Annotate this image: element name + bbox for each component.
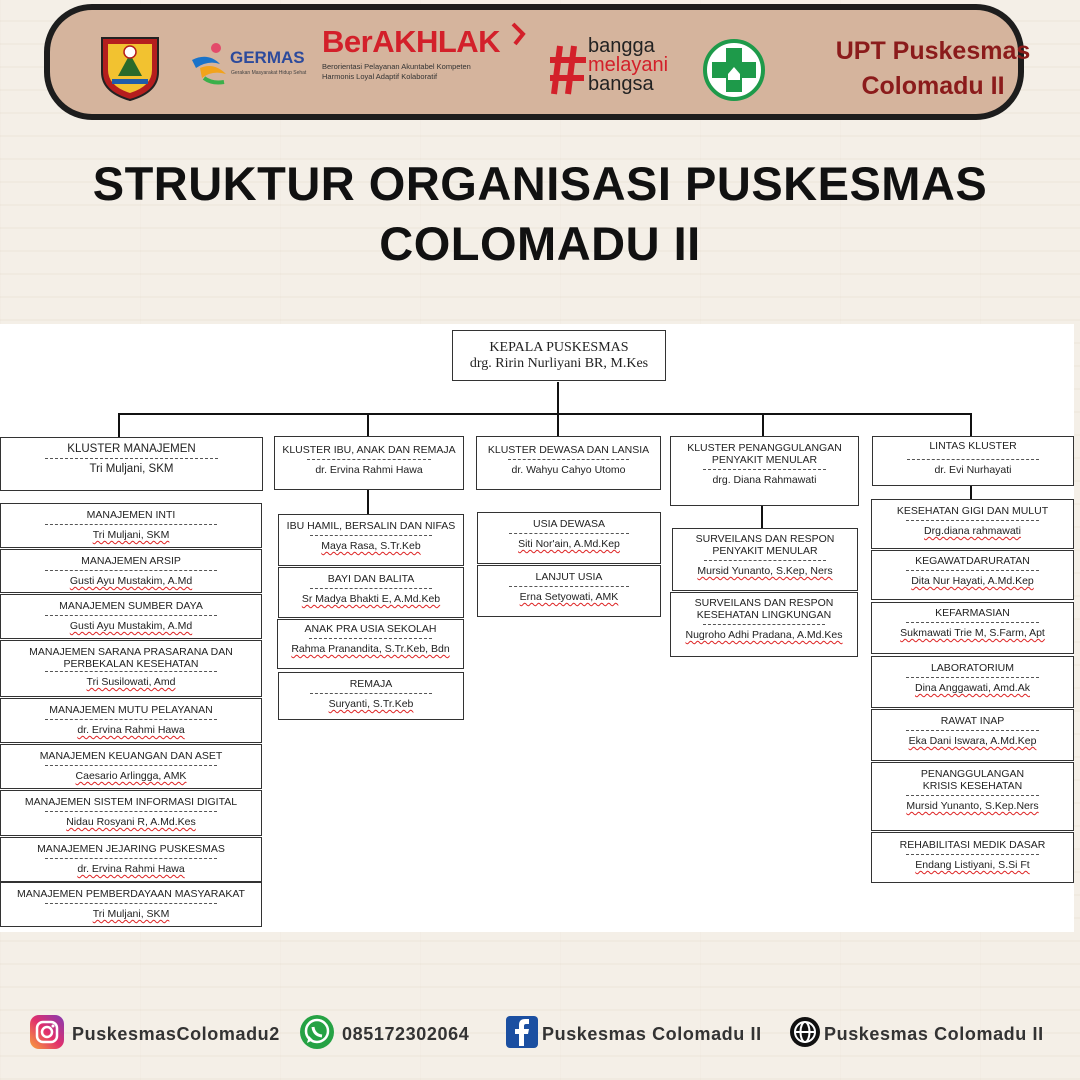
- unit-title: KESEHATAN GIGI DAN MULUT: [896, 505, 1049, 517]
- separator: [45, 811, 217, 812]
- unit-box: [278, 514, 464, 566]
- whatsapp-icon: [298, 1013, 336, 1056]
- cluster-title: KLUSTER PENANGGULANGAN PENYAKIT MENULAR: [687, 442, 842, 466]
- unit-person-name: Gusti Ayu Mustakim, A.Md: [69, 620, 193, 632]
- footer-contacts: [28, 1014, 1068, 1054]
- facebook-page-name: Puskesmas Colomadu II: [542, 1023, 762, 1044]
- unit-box: [871, 602, 1074, 654]
- unit-title: MANAJEMEN SUMBER DAYA: [59, 600, 203, 612]
- karanganyar-emblem-logo: [98, 32, 162, 102]
- unit-title: REHABILITASI MEDIK DASAR: [899, 839, 1046, 851]
- unit-box: [0, 882, 262, 927]
- instagram-contact[interactable]: [28, 1014, 280, 1054]
- separator: [509, 533, 629, 534]
- unit-person-name: Eka Dani Iswara, A.Md.Kep: [908, 735, 1037, 747]
- unit-box: [477, 565, 661, 617]
- separator: [703, 469, 826, 470]
- unit-person-name: Mursid Yunanto, S.Kep, Ners: [697, 565, 833, 577]
- unit-title: PENANGGULANGAN KRISIS KESEHATAN: [920, 768, 1025, 792]
- connector-line: [367, 413, 369, 436]
- upt-line1: UPT Puskesmas: [835, 37, 1031, 65]
- unit-title: MANAJEMEN JEJARING PUSKESMAS: [37, 843, 225, 855]
- unit-person-name: dr. Ervina Rahmi Hawa: [77, 863, 185, 875]
- unit-person-name: Caesario Arlingga, AMK: [75, 770, 187, 782]
- cluster-lead-name: Tri Muljani, SKM: [89, 463, 174, 475]
- separator: [906, 854, 1039, 855]
- unit-box: [672, 528, 858, 591]
- berakhlak-title: BerAKHLAK: [322, 24, 501, 59]
- unit-person-name: Nugroho Adhi Pradana, A.Md.Kes: [685, 629, 843, 641]
- cluster-box: [476, 436, 661, 490]
- separator: [907, 459, 1039, 460]
- unit-person-name: Mursid Yunanto, S.Kep.Ners: [906, 800, 1039, 812]
- unit-title: KEFARMASIAN: [935, 607, 1010, 619]
- unit-person-name: Tri Muljani, SKM: [92, 908, 170, 920]
- unit-box: [0, 837, 262, 882]
- connector-line: [367, 490, 369, 515]
- unit-box: [871, 550, 1074, 600]
- unit-person-name: Dita Nur Hayati, A.Md.Kep: [911, 575, 1034, 587]
- unit-title: BAYI DAN BALITA: [327, 573, 415, 585]
- unit-box: [0, 640, 262, 697]
- head-title: KEPALA PUSKESMAS: [489, 340, 629, 355]
- unit-box: [278, 672, 464, 720]
- germas-title: GERMAS: [230, 48, 305, 67]
- unit-person-name: Siti Nor'ain, A.Md.Kep: [518, 538, 620, 550]
- website-contact[interactable]: [788, 1014, 1044, 1054]
- header-banner: [44, 4, 1031, 120]
- unit-title: MANAJEMEN MUTU PELAYANAN: [49, 704, 213, 716]
- separator: [45, 858, 217, 859]
- unit-title: SURVEILANS DAN RESPON PENYAKIT MENULAR: [695, 533, 835, 557]
- bangga-line2: melayani: [588, 54, 669, 76]
- puskesmas-logo: [702, 34, 766, 104]
- berakhlak-subtitle-line2: Harmonis Loyal Adaptif Kolaboratif: [322, 72, 438, 81]
- unit-person-name: Drg.diana rahmawati: [924, 525, 1021, 537]
- unit-title: MANAJEMEN KEUANGAN DAN ASET: [39, 750, 223, 762]
- unit-person-name: Maya Rasa, S.Tr.Keb: [321, 540, 421, 552]
- website-name: Puskesmas Colomadu II: [824, 1023, 1044, 1044]
- unit-title: ANAK PRA USIA SEKOLAH: [304, 623, 437, 635]
- cluster-title: KLUSTER MANAJEMEN: [67, 443, 196, 455]
- unit-person-name: Tri Susilowati, Amd: [86, 676, 176, 688]
- separator: [703, 624, 826, 625]
- unit-person-name: Suryanti, S.Tr.Keb: [328, 698, 414, 710]
- separator: [906, 520, 1039, 521]
- germas-logo: [190, 38, 320, 98]
- unit-box: [871, 656, 1074, 708]
- separator: [310, 693, 431, 694]
- cluster-title: KLUSTER IBU, ANAK DAN REMAJA: [282, 444, 456, 456]
- unit-box: [0, 503, 262, 548]
- unit-box: [871, 762, 1074, 831]
- connector-line: [970, 413, 972, 436]
- unit-title: MANAJEMEN INTI: [86, 509, 176, 521]
- unit-title: RAWAT INAP: [940, 715, 1005, 727]
- upt-line2: Colomadu II: [861, 72, 1005, 100]
- separator: [310, 588, 431, 589]
- facebook-icon: [504, 1014, 540, 1055]
- unit-box: [278, 567, 464, 618]
- separator: [906, 795, 1039, 796]
- separator: [309, 638, 431, 639]
- globe-icon: [788, 1015, 822, 1054]
- unit-title: USIA DEWASA: [533, 518, 605, 530]
- page-title-line2: COLOMADU II: [379, 217, 701, 270]
- separator: [45, 615, 217, 616]
- separator: [509, 586, 629, 587]
- cluster-lead-name: dr. Ervina Rahmi Hawa: [315, 464, 423, 476]
- unit-box: [277, 619, 464, 669]
- separator: [704, 560, 825, 561]
- unit-box: [871, 499, 1074, 549]
- separator: [906, 622, 1039, 623]
- unit-box: [0, 594, 262, 639]
- page-title-line1: STRUKTUR ORGANISASI PUSKESMAS: [92, 157, 988, 210]
- separator: [45, 765, 217, 766]
- separator: [310, 535, 431, 536]
- cluster-lead-name: dr. Wahyu Cahyo Utomo: [511, 464, 626, 476]
- connector-line: [557, 413, 559, 436]
- separator: [508, 459, 629, 460]
- page-title: [0, 154, 1080, 274]
- cluster-title: KLUSTER DEWASA DAN LANSIA: [487, 444, 650, 456]
- unit-person-name: Erna Setyowati, AMK: [519, 591, 619, 603]
- connector-line: [762, 413, 764, 436]
- unit-person-name: Sukmawati Trie M, S.Farm, Apt: [900, 627, 1045, 639]
- unit-box: [0, 790, 262, 836]
- unit-box: [670, 592, 858, 657]
- connector-line: [761, 505, 763, 528]
- cluster-box: [872, 436, 1074, 459]
- unit-person-name: Tri Muljani, SKM: [92, 529, 170, 541]
- connector-line: [557, 382, 559, 414]
- separator: [906, 730, 1039, 731]
- connector-line: [118, 413, 120, 437]
- connector-line: [118, 413, 971, 415]
- unit-title: MANAJEMEN SISTEM INFORMASI DIGITAL: [24, 796, 238, 808]
- berakhlak-subtitle-line1: Berorientasi Pelayanan Akuntabel Kompeten: [322, 62, 471, 71]
- unit-person-name: Sr Madya Bhakti E, A.Md.Keb: [301, 593, 441, 605]
- unit-title: REMAJA: [349, 678, 393, 690]
- unit-box: [0, 698, 262, 743]
- cluster-box: [274, 436, 464, 490]
- cluster-title: LINTAS KLUSTER: [929, 440, 1017, 452]
- whatsapp-contact[interactable]: [298, 1014, 469, 1054]
- upt-puskesmas-name: [828, 34, 1038, 104]
- berakhlak-subtitle: [322, 62, 532, 82]
- unit-title: LANJUT USIA: [535, 571, 603, 583]
- bangga-line3: bangsa: [588, 73, 654, 95]
- unit-title: KEGAWATDARURATAN: [915, 555, 1030, 567]
- unit-person-name: Dina Anggawati, Amd.Ak: [915, 682, 1030, 694]
- unit-title: SURVEILANS DAN RESPON KESEHATAN LINGKUNGAN: [694, 597, 834, 621]
- unit-box: [0, 744, 262, 789]
- unit-title: MANAJEMEN SARANA PRASARANA DAN PERBEKALAN KESEHATAN: [29, 646, 233, 670]
- unit-title: LABORATORIUM: [930, 662, 1015, 674]
- unit-box: [0, 549, 262, 593]
- instagram-icon: [28, 1013, 66, 1056]
- separator: [307, 459, 431, 460]
- cluster-lead-name: dr. Evi Nurhayati: [934, 464, 1012, 476]
- facebook-contact[interactable]: [504, 1014, 762, 1054]
- cluster-lead-box: [872, 458, 1074, 486]
- separator: [45, 570, 217, 571]
- bangga-melayani-bangsa-logo: [550, 35, 690, 102]
- separator: [906, 677, 1039, 678]
- separator: [45, 719, 217, 720]
- unit-title: MANAJEMEN ARSIP: [81, 555, 181, 567]
- separator: [45, 903, 217, 904]
- head-name: drg. Ririn Nurliyani BR, M.Kes: [469, 356, 649, 371]
- whatsapp-number: 085172302064: [342, 1023, 470, 1044]
- separator: [45, 524, 217, 525]
- unit-person-name: Nidau Rosyani R, A.Md.Kes: [66, 816, 196, 828]
- unit-person-name: Gusti Ayu Mustakim, A.Md: [69, 575, 193, 587]
- separator: [45, 671, 217, 672]
- org-chart: [0, 324, 1074, 932]
- cluster-lead-name: drg. Diana Rahmawati: [712, 474, 817, 486]
- unit-title: IBU HAMIL, BERSALIN DAN NIFAS: [286, 520, 456, 532]
- bangga-line1: bangga: [588, 35, 655, 57]
- unit-person-name: Rahma Pranandita, S.Tr.Keb, Bdn: [291, 643, 450, 655]
- unit-box: [871, 709, 1074, 761]
- berakhlak-logo: [322, 24, 547, 94]
- unit-title: MANAJEMEN PEMBERDAYAAN MASYARAKAT: [17, 888, 245, 900]
- separator: [45, 458, 217, 459]
- instagram-handle: PuskesmasColomadu2: [72, 1023, 280, 1044]
- cluster-box: [0, 437, 263, 491]
- germas-subtitle: Gerakan Masyarakat Hidup Sehat: [231, 70, 307, 76]
- unit-box: [477, 512, 661, 564]
- head-box: [452, 330, 666, 381]
- unit-person-name: Endang Listiyani, S.Si Ft: [915, 859, 1030, 871]
- separator: [906, 570, 1039, 571]
- unit-box: [871, 832, 1074, 883]
- cluster-box: [670, 436, 859, 506]
- unit-person-name: dr. Ervina Rahmi Hawa: [77, 724, 185, 736]
